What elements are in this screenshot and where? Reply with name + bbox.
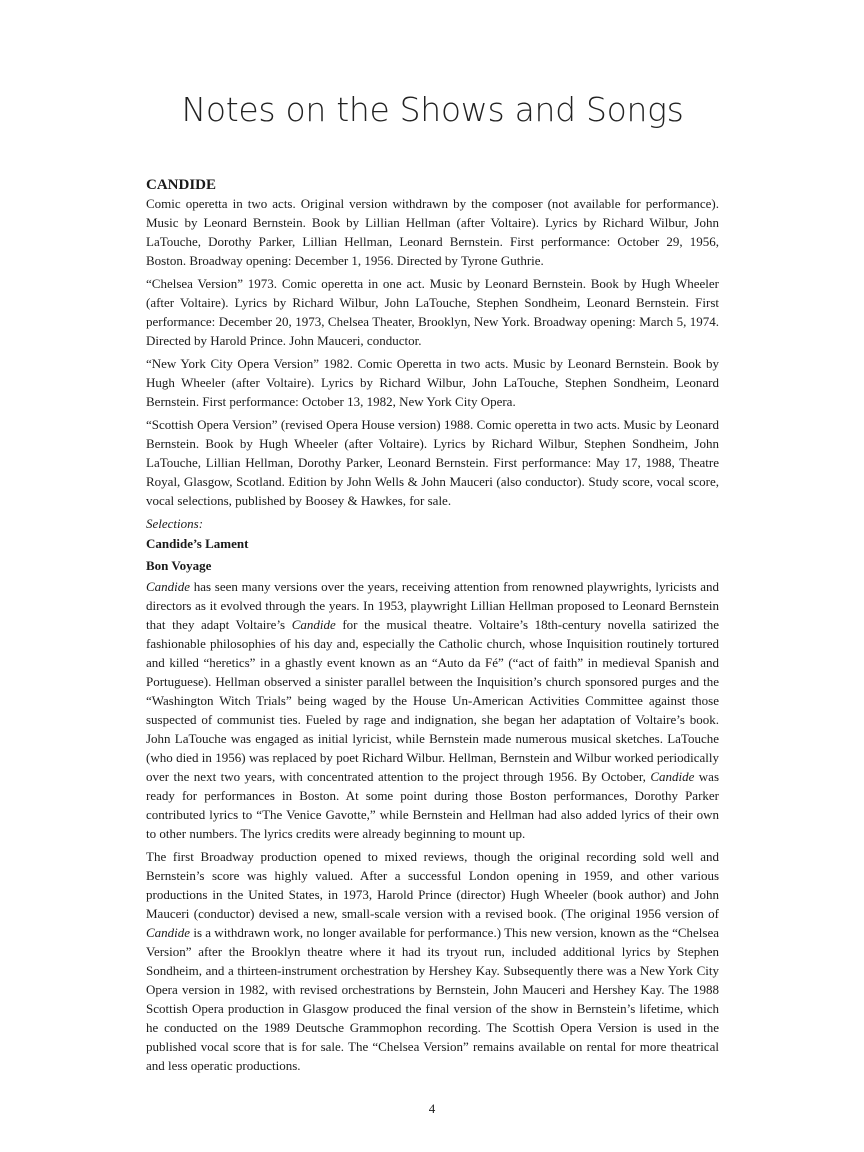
work-title: Candide — [650, 769, 695, 784]
page-number: 4 — [428, 1101, 436, 1116]
page-title: Notes on the Shows and Songs — [181, 90, 684, 129]
song-title: Bon Voyage — [146, 558, 212, 573]
work-title: Candide — [146, 925, 191, 940]
selections-label: Selections: — [146, 516, 204, 531]
work-title: Candide — [291, 617, 336, 632]
work-title: Candide — [146, 579, 191, 594]
paragraph-chelsea-version: “Chelsea Version” 1973. Comic operetta in one act. Music by Leonard Bernstein. Book by Hugh Wheeler (after Voltaire). Lyrics by Richard Wilbur, John LaTouche, Stephen Sondheim, Leonard Bernstein. First performance: December 20, 1973, Chelsea Theater, Brooklyn, New York. Broadway opening: March 5, 1974. Directed by Harold Prince. John Mauceri, conductor. — [146, 276, 719, 348]
paragraph-scottish-opera-version: “Scottish Opera Version” (revised Opera House version) 1988. Comic operetta in two acts. Music by Leonard Bernstein. Book by Hugh Wheeler (after Voltaire). Lyrics by Richard Wilbur, Stephen Sondheim, John LaTouche, Lillian Hellman, Dorothy Parker, Leonard Bernstein. First performance: May 17, 1988, Theatre Royal, Glasgow, Scotland. Edition by John Wells & John Mauceri (also conductor). Study score, vocal score, vocal selections, published by Boosey & Hawkes, for sale. — [146, 417, 719, 508]
paragraph-original-version: Comic operetta in two acts. Original version withdrawn by the composer (not available for performance). Music by Leonard Bernstein. Book by Lillian Hellman (after Voltaire). Lyrics by Richard Wilbur, John LaTouche, Dorothy Parker, Lillian Hellman, Leonard Bernstein. First performance: October 29, 1956, Boston. Broadway opening: December 1, 1956. Directed by Tyrone Guthrie. — [146, 196, 719, 268]
song-title: Candide’s Lament — [146, 536, 249, 551]
section-heading: CANDIDE — [146, 177, 217, 193]
essay-paragraph-1: Candide has seen many versions over the years, receiving attention from renowned playwrights, lyricists and directors as it evolved through the years. In 1953, playwright Lillian Hellman proposed to Leonard Bernstein that they adapt Voltaire’s Candide for the musical theatre. Voltaire’s 18th-century novella satirized the fashionable philosophies of his day and, especially the Catholic church, whose Inquisition routinely tortured and killed “heretics” in a ghastly event known as an “Auto da Fé” (“act of faith” in medieval Spanish and Portuguese). Hellman observed a sinister parallel between the Inquisition’s church sponsored purges and the “Washington Witch Trials” being waged by the House Un-American Activities Committee against those suspected of communist ties. Fueled by rage and indignation, she began her adaptation of Voltaire’s book. John LaTouche was engaged as initial lyricist, while Bernstein made numerous musical sketches. LaTouche (who died in 1956) was replaced by poet Richard Wilbur. Hellman, Bernstein and Wilbur worked periodically over the next two years, with concentrated attention to the project through 1956. By October, Candide was ready for performances in Boston. At some point during those Boston performances, Dorothy Parker contributed lyrics to “The Venice Gavotte,” while Bernstein and Hellman had also added lyrics of their own to other numbers. The lyrics credits were already beginning to mount up. — [146, 579, 720, 841]
essay-paragraph-2: The first Broadway production opened to mixed reviews, though the original recording sold well and Bernstein’s score was highly valued. After a successful London opening in 1959, and other various productions in the United States, in 1973, Harold Prince (director) Hugh Wheeler (book author) and John Mauceri (conductor) devised a new, small-scale version with a revised book. (The original 1956 version of Candide is a withdrawn work, no longer available for performance.) This new version, known as the “Chelsea Version” after the Brooklyn theatre where it had its tryout run, included additional lyrics by Stephen Sondheim, and a thirteen-instrument orchestration by Hershey Kay. Subsequently there was a New York City Opera version in 1982, with revised orchestrations by Bernstein, John Mauceri and Hershey Kay. The 1988 Scottish Opera production in Glasgow produced the final version of the show in Bernstein’s lifetime, which he conducted on the 1989 Deutsche Grammophon recording. The Scottish Opera Version is used in the published vocal score that is for sale. The “Chelsea Version” remains available on rental for more theatrical and less operatic productions. — [146, 849, 719, 1073]
paragraph-nyc-opera-version: “New York City Opera Version” 1982. Comic Operetta in two acts. Music by Leonard Bernstein. Book by Hugh Wheeler (after Voltaire). Lyrics by Richard Wilbur, John LaTouche, Stephen Sondheim, Leonard Bernstein. First performance: October 13, 1982, New York City Opera. — [146, 356, 719, 409]
